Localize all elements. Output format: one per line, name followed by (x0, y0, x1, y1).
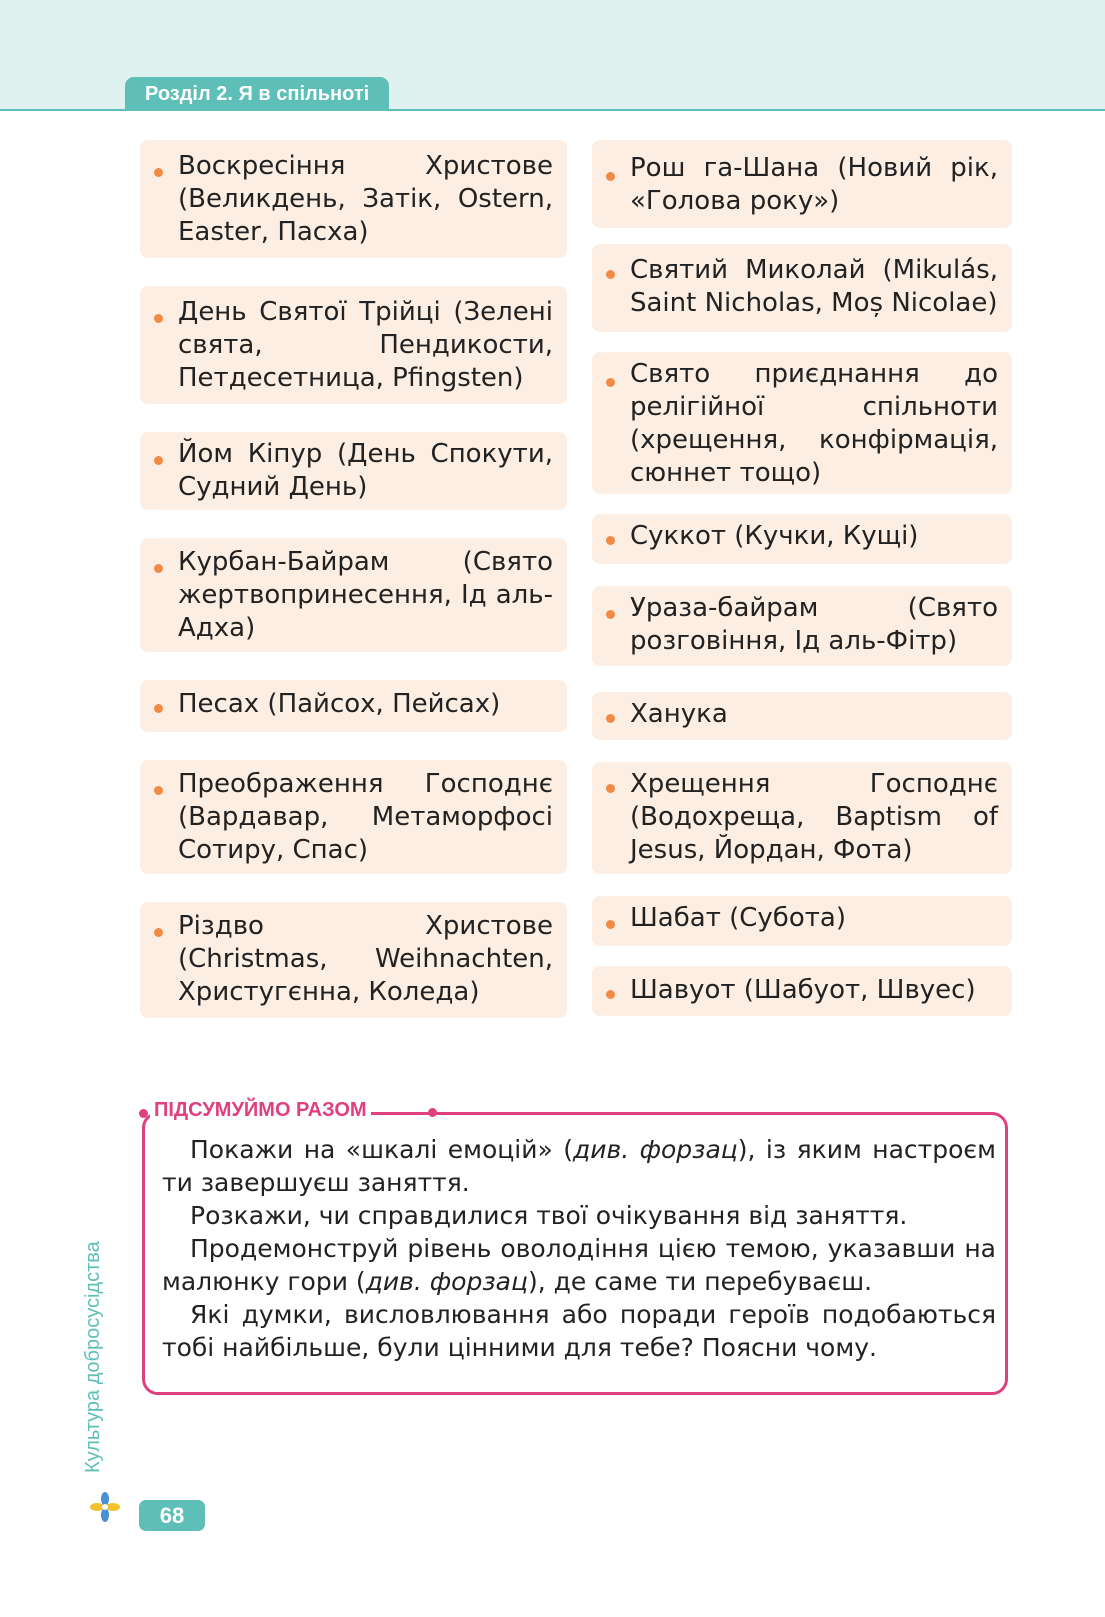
list-item-text: Святий Миколай (Mikulás, Saint Nicholas, Moș Nicolae) (630, 255, 998, 318)
page-number: 68 (139, 1500, 205, 1531)
list-item (140, 286, 567, 404)
list-item-text: Курбан-Байрам (Свято жертвопринесення, Ід аль-Адха) (178, 547, 553, 643)
bullet-icon (606, 536, 615, 545)
list-item-text: Шавуот (Шабуот, Швуес) (630, 975, 976, 1005)
list-item (140, 538, 567, 652)
flower-icon (90, 1492, 120, 1522)
bullet-icon (154, 456, 163, 465)
list-item-text: Песах (Пайсох, Пейсах) (178, 689, 501, 719)
list-item-text: Шабат (Субота) (630, 903, 846, 933)
bullet-icon (154, 168, 163, 177)
list-item (592, 140, 1012, 228)
summary-paragraph: Розкажи, чи справдилися твої очікування від заняття. (190, 1201, 908, 1230)
bullet-icon (606, 610, 615, 619)
side-label: Культура добросусідства (82, 1241, 104, 1473)
list-item-text: Рош га-Шана (Новий рік, «Голова року») (630, 153, 998, 216)
bullet-icon (606, 172, 615, 181)
list-item-text: Ураза-байрам (Свято розговіння, Ід аль-Фітр) (630, 593, 998, 656)
bullet-icon (154, 564, 163, 573)
list-item-text: Ханука (630, 699, 728, 729)
summary-title: ПІДСУМУЙМО РАЗОМ (150, 1099, 371, 1122)
summary-paragraph: Продемонструй рівень оволодіння цією темою, указавши на малюнку гори (див. форзац), де саме ти перебуваєш. (162, 1234, 996, 1296)
list-item (592, 966, 1012, 1016)
list-item (592, 896, 1012, 946)
list-item (140, 680, 567, 732)
list-item (592, 586, 1012, 666)
summary-text (162, 1133, 996, 1364)
bullet-icon (606, 714, 615, 723)
summary-paragraph: Покажи на «шкалі емоцій» (див. форзац), із яким настроєм ти завершуєш заняття. (162, 1135, 996, 1197)
list-item (592, 352, 1012, 494)
bullet-icon (154, 928, 163, 937)
bullet-icon (606, 378, 615, 387)
list-item-text: Суккот (Кучки, Кущі) (630, 521, 919, 551)
bullet-icon (154, 314, 163, 323)
left-dot-icon (139, 1109, 148, 1118)
bullet-icon (154, 704, 163, 713)
list-item-text: День Святої Трійці (Зелені свята, Пендикости, Петдесетница, Pfingsten) (178, 297, 553, 393)
right-dot-icon (428, 1108, 437, 1117)
bullet-icon (606, 990, 615, 999)
list-item-text: Різдво Христове (Christmas, Weihnachten, Христугєнна, Коледа) (178, 911, 553, 1007)
bullet-icon (154, 786, 163, 795)
bullet-icon (606, 920, 615, 929)
list-item (140, 760, 567, 874)
list-item-text: Йом Кіпур (День Спокути, Судний День) (178, 439, 553, 502)
list-item (592, 244, 1012, 332)
list-item (592, 762, 1012, 874)
bullet-icon (606, 270, 615, 279)
list-item (140, 902, 567, 1018)
list-item (140, 140, 567, 258)
list-item (592, 692, 1012, 740)
list-item-text: Преображення Господнє (Вардавар, Метаморфосі Сотиру, Спас) (178, 769, 553, 865)
list-item-text: Свято приєднання до релігійної спільноти (хрещення, конфірмація, сюннет тощо) (630, 359, 998, 488)
list-item-text: Воскресіння Христове (Великдень, Затік, Ostern, Easter, Пасха) (178, 151, 553, 247)
list-item-text: Хрещення Господнє (Водохреща, Baptism of Jesus, Йордан, Фота) (630, 769, 998, 865)
list-item (140, 432, 567, 510)
list-item (592, 514, 1012, 564)
summary-paragraph: Які думки, висловлювання або поради героїв подобаються тобі найбільше, були цінними для тебе? Поясни чому. (162, 1300, 996, 1362)
section-title: Розділ 2. Я в спільноті (125, 77, 389, 110)
bullet-icon (606, 784, 615, 793)
